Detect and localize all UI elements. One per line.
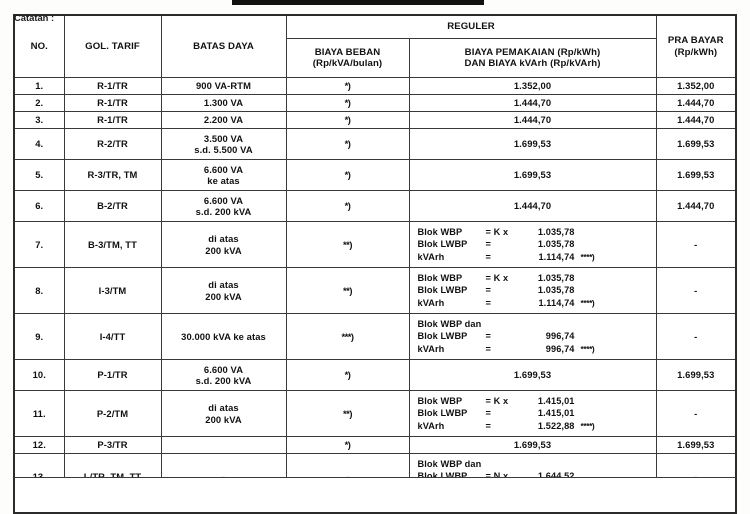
header-batas-daya: BATAS DAYA — [161, 15, 286, 78]
cell-no: 7. — [14, 222, 64, 268]
cell-pra-bayar: 1.352,00 — [656, 78, 736, 95]
batas-daya-line1: 6.600 VA — [203, 363, 244, 375]
cell-biaya-pemakaian: 1.352,00 — [409, 78, 656, 95]
footer-note-label: Catatan : — [14, 12, 55, 23]
cell-gol-tarif: P-1/TR — [64, 360, 161, 391]
table-row — [14, 360, 736, 391]
header-pra-bayar-title: PRA BAYAR — [667, 35, 724, 47]
cell-gol-tarif: B-3/TM, TT — [64, 222, 161, 268]
cell-no: 9. — [14, 314, 64, 360]
cell-batas-daya — [161, 95, 286, 112]
cell-pra-bayar: 1.444,70 — [656, 112, 736, 129]
cell-gol-tarif: R-2/TR — [64, 129, 161, 160]
batas-daya-line1: 6.600 VA — [203, 163, 244, 175]
cell-batas-daya — [161, 160, 286, 191]
cell-biaya-pemakaian-detail — [409, 314, 656, 360]
cell-biaya-beban: *) — [286, 437, 409, 454]
pemakaian-line-3-label: kVArh — [417, 297, 445, 308]
cell-no: 11. — [14, 391, 64, 437]
cell-gol-tarif: R-1/TR — [64, 78, 161, 95]
header-pra-bayar-unit: (Rp/kWh) — [674, 46, 718, 58]
pemakaian-line-3-operator: = — [485, 343, 491, 354]
cell-no: 5. — [14, 160, 64, 191]
table-body — [14, 78, 736, 514]
pemakaian-line-2-operator: = — [485, 331, 491, 342]
cell-biaya-beban: **) — [286, 222, 409, 268]
cell-no: 1. — [14, 78, 64, 95]
cell-pra-bayar: - — [656, 222, 736, 268]
header-biaya-beban-unit: (Rp/kVA/bulan) — [312, 58, 383, 69]
cell-gol-tarif: I-4/TT — [64, 314, 161, 360]
cell-biaya-pemakaian-detail — [409, 268, 656, 314]
cell-pra-bayar: 1.699,53 — [656, 437, 736, 454]
pemakaian-footnote-marker: ****) — [580, 297, 595, 308]
batas-daya-line2: s.d. 200 kVA — [195, 375, 252, 386]
cell-gol-tarif: R-3/TR, TM — [64, 160, 161, 191]
header-biaya-pemakaian — [409, 39, 656, 78]
pemakaian-line-2-value: 1.415,01 — [537, 408, 575, 419]
cell-pra-bayar: 1.444,70 — [656, 191, 736, 222]
cell-biaya-beban: *) — [286, 160, 409, 191]
cell-biaya-beban: ***) — [286, 314, 409, 360]
batas-daya-line1: 3.500 VA — [203, 132, 244, 144]
pemakaian-line-2-label: Blok LWBP — [417, 331, 468, 342]
cell-biaya-beban: *) — [286, 78, 409, 95]
batas-daya-line1: di atas — [208, 279, 239, 291]
batas-daya-line2: 200 kVA — [205, 290, 242, 302]
redacted-title-bar — [232, 0, 484, 5]
pemakaian-line-3-operator: = — [485, 251, 491, 262]
cell-batas-daya — [161, 222, 286, 268]
pemakaian-line-2 — [418, 330, 656, 342]
cell-biaya-pemakaian: 1.444,70 — [409, 191, 656, 222]
pemakaian-line-3-value: 996,74 — [545, 343, 575, 354]
pemakaian-line-2-value: 996,74 — [545, 331, 575, 342]
pemakaian-line-1 — [418, 272, 656, 284]
pemakaian-line-2 — [418, 238, 656, 250]
cell-batas-daya — [161, 437, 286, 454]
cell-no: 3. — [14, 112, 64, 129]
header-biaya-beban-title: BIAYA BEBAN — [314, 46, 381, 58]
pemakaian-line-3-operator: = — [485, 420, 491, 431]
batas-daya-line2: 200 kVA — [205, 413, 242, 425]
cell-pra-bayar: 1.444,70 — [656, 95, 736, 112]
pemakaian-line-1-value: 1.415,01 — [537, 396, 575, 407]
header-reguler: REGULER — [286, 15, 656, 39]
batas-daya-line1: 30.000 kVA ke atas — [181, 330, 266, 342]
header-row-top — [14, 15, 736, 39]
cell-batas-daya — [161, 360, 286, 391]
pemakaian-line-1-operator: = K x — [485, 273, 509, 284]
batas-daya-line1: di atas — [208, 402, 239, 414]
pemakaian-line-3 — [418, 420, 656, 432]
table-row — [14, 95, 736, 112]
header-pra-bayar — [656, 15, 736, 78]
pemakaian-line-2-label: Blok LWBP — [417, 239, 468, 250]
cell-pra-bayar: - — [656, 314, 736, 360]
tariff-table-container — [13, 14, 737, 514]
table-spacer-row — [14, 500, 736, 514]
cell-biaya-pemakaian: 1.699,53 — [409, 437, 656, 454]
cell-gol-tarif: B-2/TR — [64, 191, 161, 222]
batas-daya-line2: ke atas — [207, 175, 240, 186]
pemakaian-footnote-marker: ****) — [580, 420, 595, 431]
footer-note-box — [13, 477, 737, 500]
cell-batas-daya — [161, 391, 286, 437]
pemakaian-line-3-label: kVArh — [417, 420, 445, 431]
table-row — [14, 437, 736, 454]
cell-biaya-pemakaian: 1.444,70 — [409, 95, 656, 112]
table-row — [14, 268, 736, 314]
cell-biaya-beban: *) — [286, 95, 409, 112]
pemakaian-line-1-value: 1.035,78 — [537, 227, 575, 238]
pemakaian-line-3 — [418, 251, 656, 263]
table-row — [14, 222, 736, 268]
table-row — [14, 78, 736, 95]
table-row — [14, 160, 736, 191]
cell-biaya-pemakaian: 1.444,70 — [409, 112, 656, 129]
pemakaian-line-2 — [418, 407, 656, 419]
cell-batas-daya — [161, 191, 286, 222]
pemakaian-line-3 — [418, 297, 656, 309]
cell-biaya-beban: **) — [286, 268, 409, 314]
pemakaian-line-2-label: Blok LWBP — [417, 408, 468, 419]
cell-gol-tarif: P-2/TM — [64, 391, 161, 437]
batas-daya-line1: 1.300 VA — [203, 97, 244, 109]
cell-no: 6. — [14, 191, 64, 222]
cell-no: 12. — [14, 437, 64, 454]
cell-biaya-pemakaian: 1.699,53 — [409, 160, 656, 191]
table-spacer-cell — [14, 500, 736, 514]
batas-daya-line1: 6.600 VA — [203, 194, 244, 206]
table-row — [14, 314, 736, 360]
header-biaya-pemakaian-line2: DAN BIAYA kVArh (Rp/kVArh) — [464, 58, 601, 69]
pemakaian-line-1-operator: = K x — [485, 396, 509, 407]
pemakaian-line-1-value: 1.035,78 — [537, 273, 575, 284]
header-no: NO. — [14, 15, 64, 78]
cell-no: 8. — [14, 268, 64, 314]
table-row — [14, 391, 736, 437]
cell-biaya-beban: *) — [286, 112, 409, 129]
cell-gol-tarif: I-3/TM — [64, 268, 161, 314]
pemakaian-line-2-operator: = — [485, 285, 491, 296]
pemakaian-footnote-marker: ****) — [580, 343, 595, 354]
pemakaian-line-2-operator: = — [485, 239, 491, 250]
cell-no: 10. — [14, 360, 64, 391]
cell-pra-bayar: 1.699,53 — [656, 360, 736, 391]
pemakaian-line-3-label: kVArh — [417, 251, 445, 262]
cell-gol-tarif: R-1/TR — [64, 95, 161, 112]
pemakaian-line-2-value: 1.035,78 — [537, 239, 575, 250]
header-biaya-beban — [286, 39, 409, 78]
pemakaian-line-1 — [418, 226, 656, 238]
cell-biaya-pemakaian-detail — [409, 391, 656, 437]
cell-no: 4. — [14, 129, 64, 160]
pemakaian-line-2-operator: = — [485, 408, 491, 419]
pemakaian-line-1 — [418, 318, 656, 330]
pemakaian-line-1-label: Blok WBP dan — [417, 319, 482, 330]
pemakaian-footnote-marker: ****) — [580, 251, 595, 262]
cell-pra-bayar: 1.699,53 — [656, 160, 736, 191]
header-gol-tarif: GOL. TARIF — [64, 15, 161, 78]
header-biaya-pemakaian-line1: BIAYA PEMAKAIAN (Rp/kWh) — [464, 46, 601, 58]
cell-pra-bayar: 1.699,53 — [656, 129, 736, 160]
cell-gol-tarif: P-3/TR — [64, 437, 161, 454]
pemakaian-line-2 — [418, 284, 656, 296]
cell-pra-bayar: - — [656, 391, 736, 437]
batas-daya-line1: 900 VA-RTM — [195, 80, 251, 92]
pemakaian-line-2-value: 1.035,78 — [537, 285, 575, 296]
cell-biaya-beban: *) — [286, 129, 409, 160]
pemakaian-line-1-label: Blok WBP — [417, 227, 463, 238]
cell-pra-bayar: - — [656, 268, 736, 314]
cell-batas-daya — [161, 129, 286, 160]
cell-batas-daya — [161, 78, 286, 95]
batas-daya-line2: s.d. 200 kVA — [195, 206, 252, 217]
pemakaian-line-1 — [418, 395, 656, 407]
cell-batas-daya — [161, 314, 286, 360]
cell-no: 2. — [14, 95, 64, 112]
cell-biaya-pemakaian-detail — [409, 222, 656, 268]
pemakaian-line-1-label: Blok WBP dan — [417, 459, 482, 470]
cell-biaya-pemakaian: 1.699,53 — [409, 360, 656, 391]
pemakaian-line-3 — [418, 343, 656, 355]
tariff-table — [13, 14, 737, 514]
pemakaian-line-3-value: 1.522,88 — [537, 420, 575, 431]
cell-biaya-beban: *) — [286, 360, 409, 391]
pemakaian-line-3-value: 1.114,74 — [538, 297, 575, 308]
table-row — [14, 112, 736, 129]
batas-daya-line2: 200 kVA — [205, 244, 242, 256]
pemakaian-line-1-label: Blok WBP — [417, 273, 463, 284]
batas-daya-line2: s.d. 5.500 VA — [194, 144, 253, 155]
batas-daya-line1: di atas — [208, 233, 239, 245]
pemakaian-line-3-operator: = — [485, 297, 491, 308]
cell-batas-daya — [161, 268, 286, 314]
table-row — [14, 129, 736, 160]
cell-biaya-beban: *) — [286, 191, 409, 222]
cell-biaya-pemakaian: 1.699,53 — [409, 129, 656, 160]
pemakaian-line-1-operator: = K x — [485, 227, 509, 238]
pemakaian-line-1 — [418, 458, 656, 470]
table-header — [14, 15, 736, 78]
table-row — [14, 191, 736, 222]
batas-daya-line1: 2.200 VA — [203, 114, 244, 126]
pemakaian-line-3-label: kVArh — [417, 343, 445, 354]
pemakaian-line-2-label: Blok LWBP — [417, 285, 468, 296]
pemakaian-line-1-label: Blok WBP — [417, 396, 463, 407]
pemakaian-line-3-value: 1.114,74 — [538, 251, 575, 262]
cell-biaya-beban: **) — [286, 391, 409, 437]
cell-batas-daya — [161, 112, 286, 129]
cell-gol-tarif: R-1/TR — [64, 112, 161, 129]
